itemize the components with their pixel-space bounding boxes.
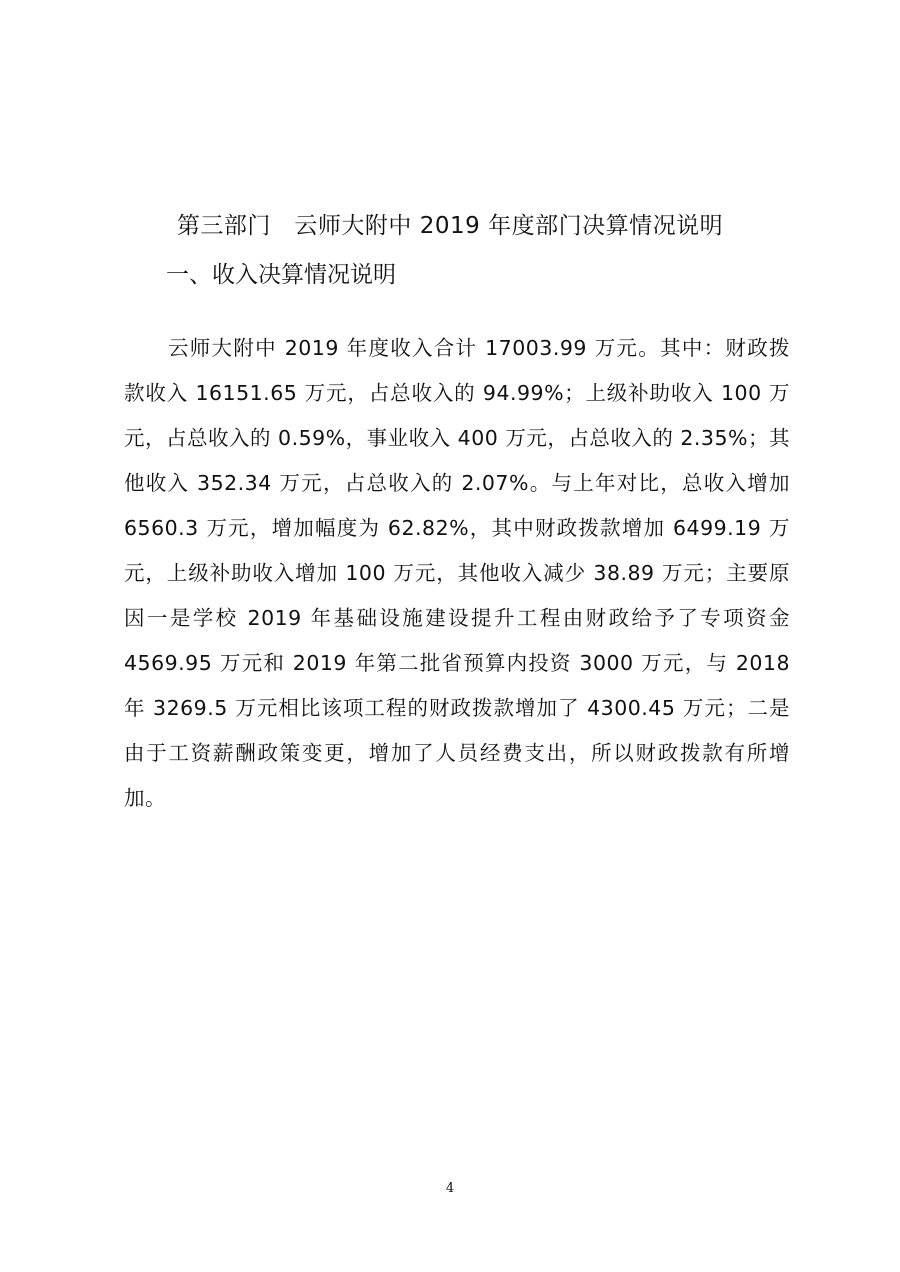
body-paragraph: 云师大附中 2019 年度收入合计 17003.99 万元。其中：财政拨款收入 16151.65 万元，占总收入的 94.99%；上级补助收入 100 万元，占总收入的 0.59%，事业收入 400 万元，占总收入的 2.35%；其他收入 352.34 万元，占总收入的 2.07%。与上年对比，总收入增加 6560.3 万元，增加幅度为 62.82%，其中财政拨款增加 6499.19 万元，上级补助收入增加 100 万元，其他收入减少 38.89 万元；主要原因一是学校 2019 年基础设施建设提升工程由财政给予了专项资金 4569.95 万元和 2019 年第二批省预算内投资 3000 万元，与 2018 年 3269.5 万元相比该项工程的财政拨款增加了 4300.45 万元；二是由于工资薪酬政策变更，增加了人员经费支出，所以财政拨款有所增加。: [124, 336, 790, 810]
section-heading: 一、收入决算情况说明: [166, 262, 396, 288]
page-title: 第三部门 云师大附中 2019 年度部门决算情况说明: [176, 213, 724, 239]
page-number: 4: [445, 1181, 455, 1196]
